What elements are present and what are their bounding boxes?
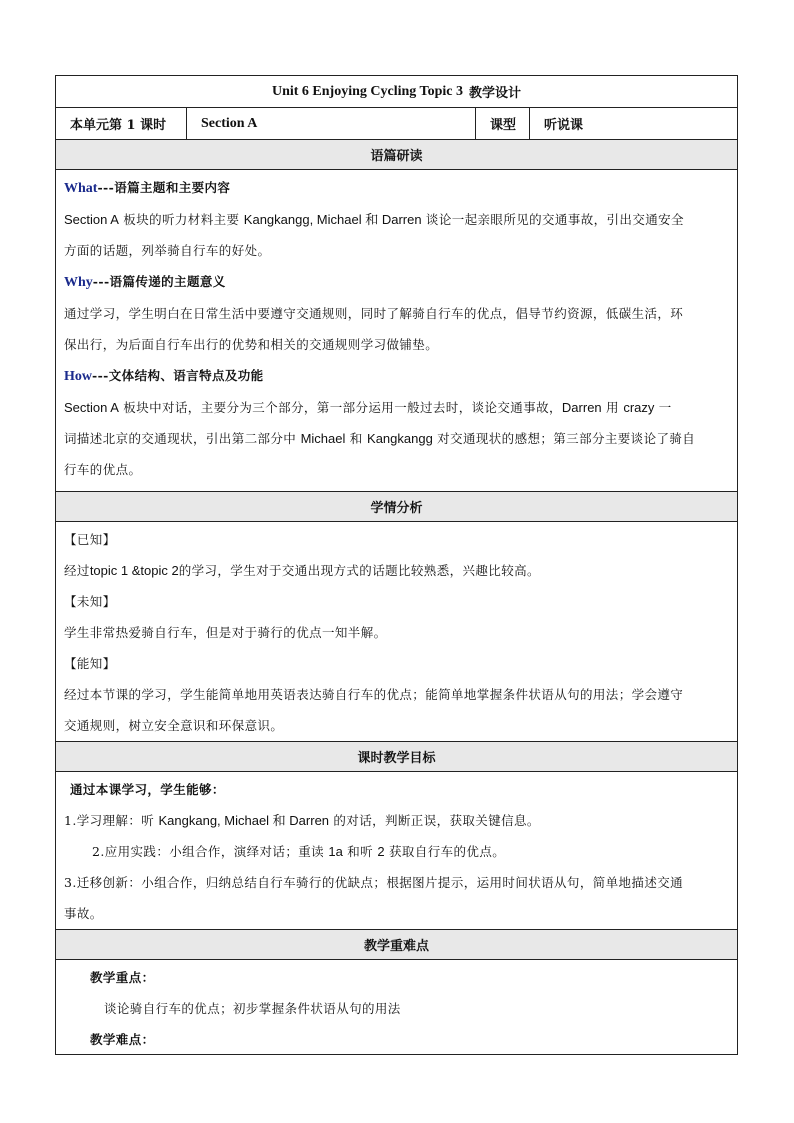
objective-3-line-2: 事故。 [64,906,103,921]
how2-text-michael: Michael [300,431,346,446]
analysis-body [56,522,737,742]
difficulty-label: 教学难点： [90,1032,155,1047]
objective-1 [64,805,729,836]
objective-2 [64,836,729,867]
why-paragraph-line-2: 保出行，为后面自行车出行的优势和相关的交通规则学习做铺垫。 [64,337,439,352]
known-text-c: 的学习，学生对于交通出现方式的话题比较熟悉，兴趣比较高。 [178,563,540,578]
how-heading [64,360,729,392]
focus-label: 教学重点： [90,970,155,985]
how2-text-a: 词描述北京的交通现状，引出第二部分中 [64,431,301,446]
lesson-plan-table [55,75,738,1055]
known-text-topics: topic 1 &topic 2 [89,563,179,578]
what-text-en: Section A [64,212,119,227]
how-keyword: How [64,369,92,384]
what-text-a: 板块的听力材料主要 [118,212,244,227]
what-keyword: What [64,181,98,196]
what-text-c: 谈论一起亲眼所见的交通事故，引出交通安全 [421,212,684,227]
known-label: 【已知】 [64,532,116,547]
what-heading-text: ---语篇主题和主要内容 [97,180,231,195]
title-cn: 教学设计 [468,86,521,101]
objective-2-a: 2.应用实践：小组合作，演绎对话；重读 [92,844,329,859]
how2-text-kangkangg: Kangkangg [367,431,433,446]
objective-2-num: 2 [377,844,385,859]
how2-text-c: 和 [345,431,368,446]
how2-text-e: 对交通现状的感想；第三部分主要谈论了骑自 [432,431,696,446]
reading-heading: 语篇研读 [56,140,737,170]
how-paragraph-line-1 [64,392,729,423]
objective-1-c: 的对话，判断正误，获取关键信息。 [329,813,540,828]
type-value-cell: 听说课 [544,118,584,133]
objectives-body [56,772,737,930]
objective-2-c: 和听 [342,844,378,859]
objective-1-a: 1.学习理解：听 [64,813,159,828]
document-title [56,76,737,108]
objectives-intro: 通过本课学习，学生能够： [70,782,225,797]
unknown-label: 【未知】 [64,594,116,609]
analysis-heading: 学情分析 [56,492,737,522]
keypoints-heading: 教学重难点 [56,930,737,960]
objective-1-names: Kangkang, Michael 和 Darren [158,813,330,828]
objective-2-e: 获取自行车的优点。 [384,844,506,859]
type-label-cell: 课型 [476,108,530,139]
objective-3-line-1: 3.迁移创新：小组合作，归纳总结自行车骑行的优缺点；根据图片提示，运用时间状语从句，简单地描述交通 [64,875,684,890]
how-text-a: 板块中对话，主要分为三个部分，第一部分运用一般过去时，谈论交通事故， [118,400,562,415]
why-paragraph-line-1: 通过学习，学生明白在日常生活中要遵守交通规则，同时了解骑自行车的优点，倡导节约资源，低碳生活，环 [64,306,684,321]
how-text-en: Section A [64,400,119,415]
what-heading [64,172,729,204]
objectives-heading: 课时教学目标 [56,742,737,772]
what-text-names: Kangkangg, Michael 和 Darren [243,212,422,227]
what-paragraph-line-1 [64,204,729,235]
how-text-darren: Darren [561,400,602,415]
able-text-line-1: 经过本节课的学习，学生能简单地用英语表达骑自行车的优点；能简单地掌握条件状语从句的用法；学会遵守 [64,687,684,702]
known-text [64,555,729,586]
how-heading-text: ---文体结构、语言特点及功能 [92,368,264,383]
how-text-e: 一 [654,400,672,415]
why-heading-text: ---语篇传递的主题意义 [92,274,226,289]
able-label: 【能知】 [64,656,116,671]
reading-body [56,170,737,492]
unit-lesson-cell: 本单元第 1 课时 [56,108,187,139]
keypoints-body [56,960,737,1055]
why-heading [64,266,729,298]
lesson-info-row [56,108,737,140]
known-text-a: 经过 [64,563,90,578]
title-en: Unit 6 Enjoying Cycling Topic 3 [271,83,463,99]
why-keyword: Why [64,275,93,290]
unknown-text: 学生非常热爱骑自行车，但是对于骑行的优点一知半解。 [64,625,387,640]
how-text-c: 用 [601,400,624,415]
what-paragraph-line-2: 方面的话题，列举骑自行车的好处。 [64,243,271,258]
how-text-crazy: crazy [623,400,655,415]
focus-text: 谈论骑自行车的优点；初步掌握条件状语从句的用法 [104,1001,401,1016]
how-paragraph-line-3: 行车的优点。 [64,462,142,477]
section-cell: Section A [187,108,476,139]
objective-2-1a: 1a [328,844,343,859]
how-paragraph-line-2 [64,423,729,454]
able-text-line-2: 交通规则，树立安全意识和环保意识。 [64,718,284,733]
